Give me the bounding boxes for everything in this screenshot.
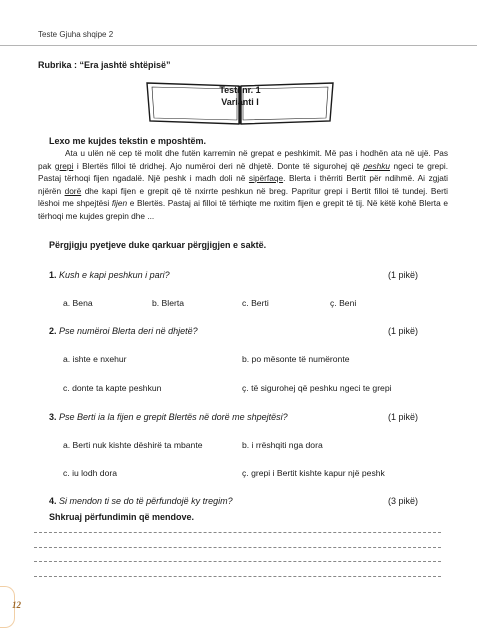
answer-option[interactable]: b. Blerta bbox=[152, 298, 185, 308]
question-text: Kush e kapi peshkun i pari? bbox=[59, 270, 170, 280]
highlighted-word: peshku bbox=[363, 160, 391, 171]
answer-option[interactable]: b. i rrëshqiti nga dora bbox=[242, 440, 323, 450]
answer-line[interactable] bbox=[34, 561, 441, 562]
question-4 bbox=[49, 496, 233, 506]
story-text bbox=[38, 147, 448, 223]
answer-option[interactable]: c. donte ta kapte peshkun bbox=[63, 383, 162, 393]
question-text: Pse numëroi Blerta deri në dhjetë? bbox=[59, 326, 198, 336]
story-sentence: dhe kapi fijen e grepit që të nxirrte peshkun në breg. Papritur grepi i Bertit filloi të tundej. Berti lëshoi me shpejtësi bbox=[38, 185, 448, 209]
question-number: 2. bbox=[49, 326, 57, 336]
rubric-title: Rubrika : “Era jashtë shtëpisë” bbox=[38, 60, 171, 70]
answer-line[interactable] bbox=[34, 547, 441, 548]
answer-option[interactable]: ç. Beni bbox=[330, 298, 357, 308]
story-sentence: Ata u ulën në cep të molit dhe futën karremin në grepat e peshkimit. Më pas i hodhën ata në ujë. Pas pak bbox=[38, 148, 448, 171]
answer-option[interactable]: a. Bena bbox=[63, 298, 93, 308]
story-sentence: e Blertës. Pastaj ai filloi të tërhiqte me nxitim fijen e grepit të tij. Në këtë kohë Blerta e tërhoqi me kujdes grepin dhe ... bbox=[38, 198, 448, 221]
question-text: Si mendon ti se do të përfundojë ky tregim? bbox=[59, 496, 233, 506]
header-divider bbox=[0, 45, 477, 46]
test-variant: Varianti I bbox=[221, 97, 259, 107]
question-number: 3. bbox=[49, 412, 57, 422]
question-points: (1 pikë) bbox=[388, 326, 419, 336]
highlighted-word: fijen bbox=[111, 198, 128, 209]
question-points: (1 pikë) bbox=[388, 412, 419, 422]
story-paragraph bbox=[38, 147, 448, 223]
answer-option[interactable]: a. Berti nuk kishte dëshirë ta mbante bbox=[63, 440, 203, 450]
highlighted-word: dorë bbox=[64, 185, 82, 196]
page-header-title: Teste Gjuha shqipe 2 bbox=[38, 30, 114, 39]
question-1 bbox=[49, 270, 170, 280]
answer-option[interactable]: c. Berti bbox=[242, 298, 269, 308]
question-2 bbox=[49, 326, 198, 336]
answer-line[interactable] bbox=[34, 532, 441, 533]
answer-option[interactable]: c. iu lodh dora bbox=[63, 468, 117, 478]
questions-instruction: Përgjigju pyetjeve duke qarkuar përgjigjen e saktë. bbox=[49, 240, 267, 250]
reading-instruction: Lexo me kujdes tekstin e mposhtëm. bbox=[49, 136, 207, 146]
story-sentence: . Blerta i thërriti Bertit për ndihmë. Ai zgjati njërën bbox=[38, 173, 448, 196]
answer-option[interactable]: b. po mësonte të numëronte bbox=[242, 354, 350, 364]
story-sentence: i Blertës filloi të dridhej. Ajo numëroi deri në dhjetë. Donte të sigurohej që bbox=[73, 160, 364, 171]
answer-option[interactable]: a. ishte e nxehur bbox=[63, 354, 127, 364]
question-points: (3 pikë) bbox=[388, 496, 419, 506]
answer-line[interactable] bbox=[34, 576, 441, 577]
write-prompt: Shkruaj përfundimin që mendove. bbox=[49, 512, 195, 522]
question-number: 4. bbox=[49, 496, 57, 506]
question-number: 1. bbox=[49, 270, 57, 280]
question-3 bbox=[49, 412, 288, 422]
answer-option[interactable]: ç. të sigurohej që peshku ngeci te grepi bbox=[242, 383, 392, 393]
page-number: 12 bbox=[12, 600, 21, 610]
book-banner bbox=[145, 78, 335, 126]
highlighted-word: grepi bbox=[54, 160, 74, 171]
highlighted-word: sipërfaqe bbox=[248, 173, 284, 184]
story-sentence: ngeci te grepi. Pastaj tërhoqi fijen ngadalë. Një peshk i madh doli në bbox=[38, 160, 448, 184]
question-text: Pse Berti ia la fijen e grepit Blertës në dorë me shpejtësi? bbox=[59, 412, 288, 422]
answer-option[interactable]: ç. grepi i Bertit kishte kapur një peshk bbox=[242, 468, 385, 478]
question-points: (1 pikë) bbox=[388, 270, 419, 280]
test-number: Testi nr. 1 bbox=[219, 85, 261, 95]
